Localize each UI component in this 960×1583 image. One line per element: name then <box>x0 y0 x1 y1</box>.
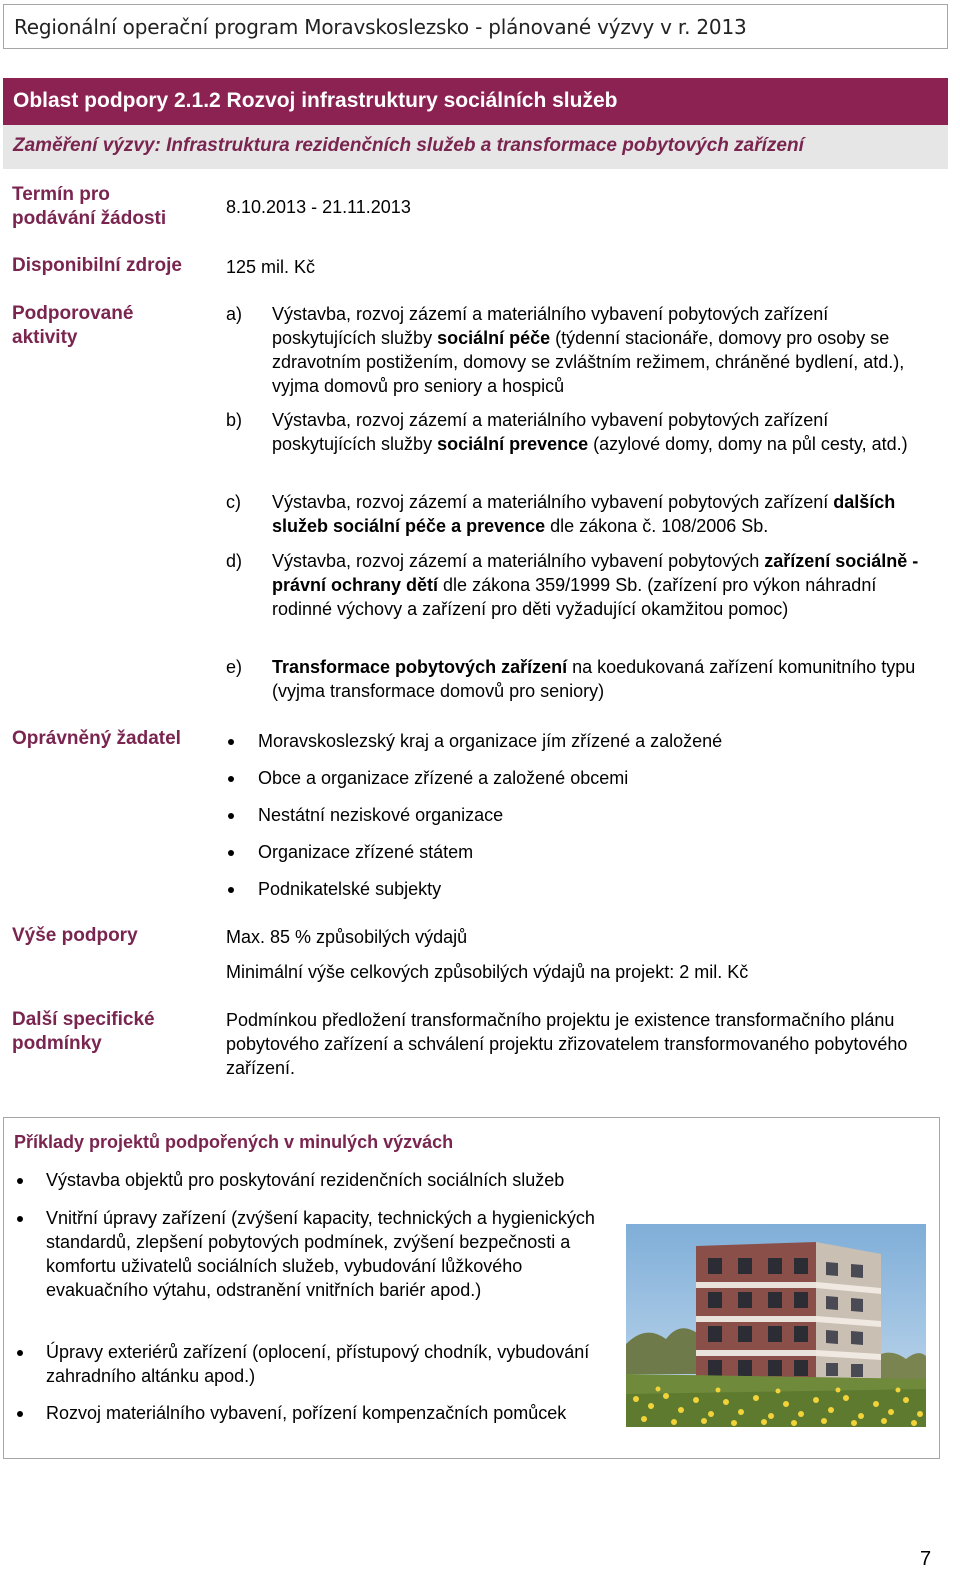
resources-value: 125 mil. Kč <box>226 257 316 277</box>
bullet-icon <box>228 813 234 819</box>
conditions-text: Podmínkou předložení transformačního projektu je existence transformačního plánu pobytového zařízení a schválení projektu zřizovatelem transformovaného pobytového zařízení. <box>226 1010 908 1078</box>
document-header <box>3 4 948 49</box>
support-area-bar <box>3 78 948 125</box>
building-photo <box>626 1224 926 1427</box>
conditions-label: Další specifické podmínky <box>12 1009 155 1054</box>
bullet-icon <box>228 887 234 893</box>
examples-title: Příklady projektů podpořených v minulých výzvách <box>14 1132 454 1152</box>
deadline-value: 8.10.2013 - 21.11.2013 <box>226 197 411 217</box>
support-label: Výše podpory <box>12 925 138 946</box>
bullet-icon <box>228 739 234 745</box>
support-min: Minimální výše celkových způsobilých výdajů na projekt: 2 mil. Kč <box>226 962 749 982</box>
page-number: 7 <box>920 1548 932 1570</box>
support-max: Max. 85 % způsobilých výdajů <box>226 927 468 947</box>
bullet-icon <box>228 776 234 782</box>
resources-label: Disponibilní zdroje <box>12 255 182 276</box>
applicant-label: Oprávněný žadatel <box>12 728 181 749</box>
call-focus-title: Zaměření výzvy: Infrastruktura rezidenčních služeb a transformace pobytových zařízení <box>13 135 804 156</box>
support-area-title: Oblast podpory 2.1.2 Rozvoj infrastruktury sociálních služeb <box>13 89 618 112</box>
bullet-icon <box>17 1411 23 1417</box>
activities-label: Podporované aktivity <box>12 303 134 348</box>
bullet-icon <box>228 850 234 856</box>
call-focus-bar <box>3 125 948 169</box>
examples-box: Příklady projektů podpořených v minulých výzvách Výstavba objektů pro poskytování rezidenčních sociálních služeb Vnitřní úpravy zařízení (zvýšení kapacity, technických a hygienických standardů, zlepšení pobytových podmínek, zvýšení bezpečnosti a komfortu uživatelů sociálních služeb, vybudování lůžkového evakuačního výtahu, odstranění vnitřních bariér apod.) Úpravy exteriérů zařízení (oplocení, přístupový chodník, vybudování zahradního altánku apod.) Rozvoj materiálního vybavení, pořízení kompenzačních pomůcek <box>3 1117 940 1459</box>
bullet-icon <box>17 1350 23 1356</box>
document-title: Regionální operační program Moravskoslezsko - plánované výzvy v r. 2013 <box>14 15 747 39</box>
deadline-label: Termín pro podávání žádosti <box>12 184 167 229</box>
bullet-icon <box>17 1216 23 1222</box>
bullet-icon <box>17 1178 23 1184</box>
